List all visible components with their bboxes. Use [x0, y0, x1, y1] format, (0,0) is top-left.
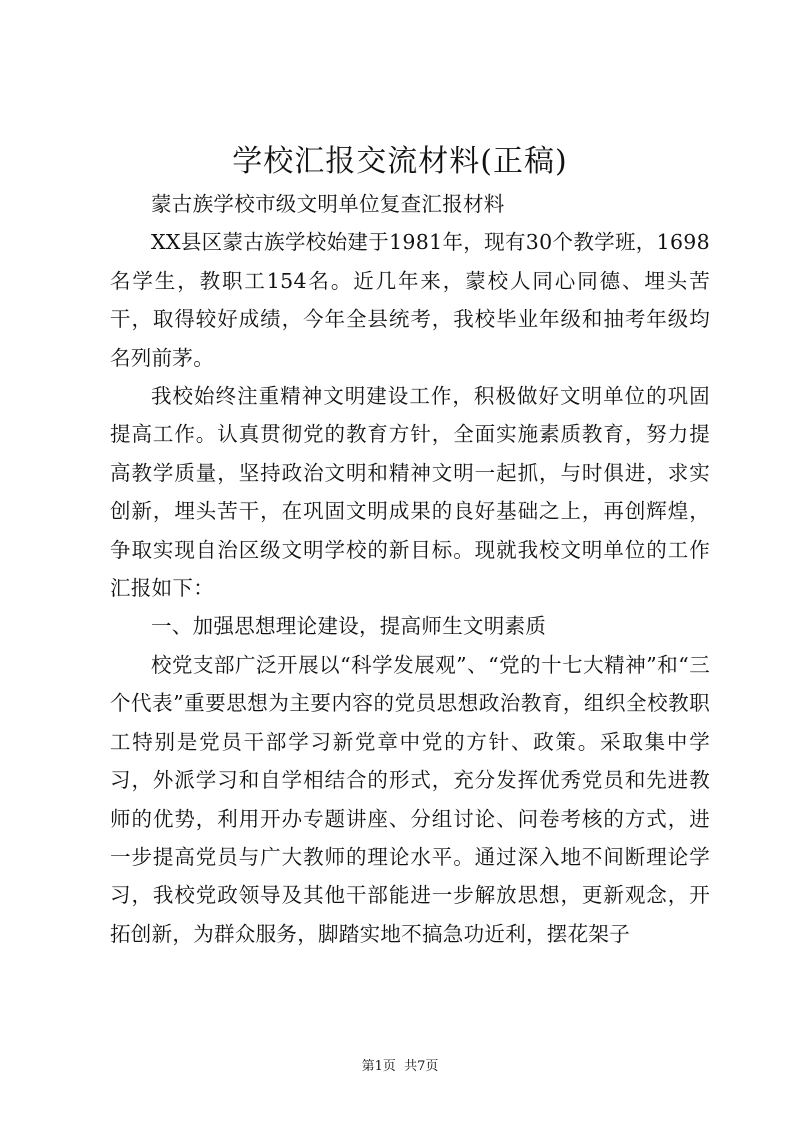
page-total: 共7页	[404, 1059, 439, 1074]
paragraph-civilization-work: 我校始终注重精神文明建设工作，积极做好文明单位的巩固提高工作。认真贯彻党的教育方针，全面实施素质教育，努力提高教学质量，坚持政治文明和精神文明一起抓，与时俱进，求实创新，埋头苦干，在巩固文明成果的良好基础之上，再创辉煌，争取实现自治区级文明学校的新目标。现就我校文明单位的工作汇报如下：	[110, 384, 710, 601]
paragraph-subtitle: 蒙古族学校市级文明单位复查汇报材料	[151, 192, 505, 216]
paragraph-party-education: 校党支部广泛开展以“科学发展观”、“党的十七大精神”和“三个代表”重要思想为主要内容的党员思想政治教育，组织全校教职工特别是党员干部学习新党章中党的方针、政策。采取集中学习，外派学习和自学相结合的形式，充分发挥优秀党员和先进教师的优势，利用开办专题讲座、分组讨论、问卷考核的方式，进一步提高党员与广大教师的理论水平。通过深入地不间断理论学习，我校党政领导及其他干部能进一步解放思想，更新观念，开拓创新，为群众服务，脚踏实地不搞急功近利，摆花架子	[110, 652, 710, 946]
document-title: 学校汇报交流材料(正稿)	[232, 144, 568, 179]
document-body	[110, 185, 710, 953]
paragraph-school-intro: XX县区蒙古族学校始建于1981年，现有30个教学班，1698名学生，教职工154名。近几年来，蒙校人同心同德、埋头苦干，取得较好成绩，今年全县统考，我校毕业年级和抽考年级均名列前茅。	[110, 230, 710, 370]
section-heading-1: 一、加强思想理论建设，提高师生文明素质	[151, 614, 547, 639]
page-footer	[0, 1058, 800, 1076]
page-number: 第1页	[361, 1059, 396, 1074]
